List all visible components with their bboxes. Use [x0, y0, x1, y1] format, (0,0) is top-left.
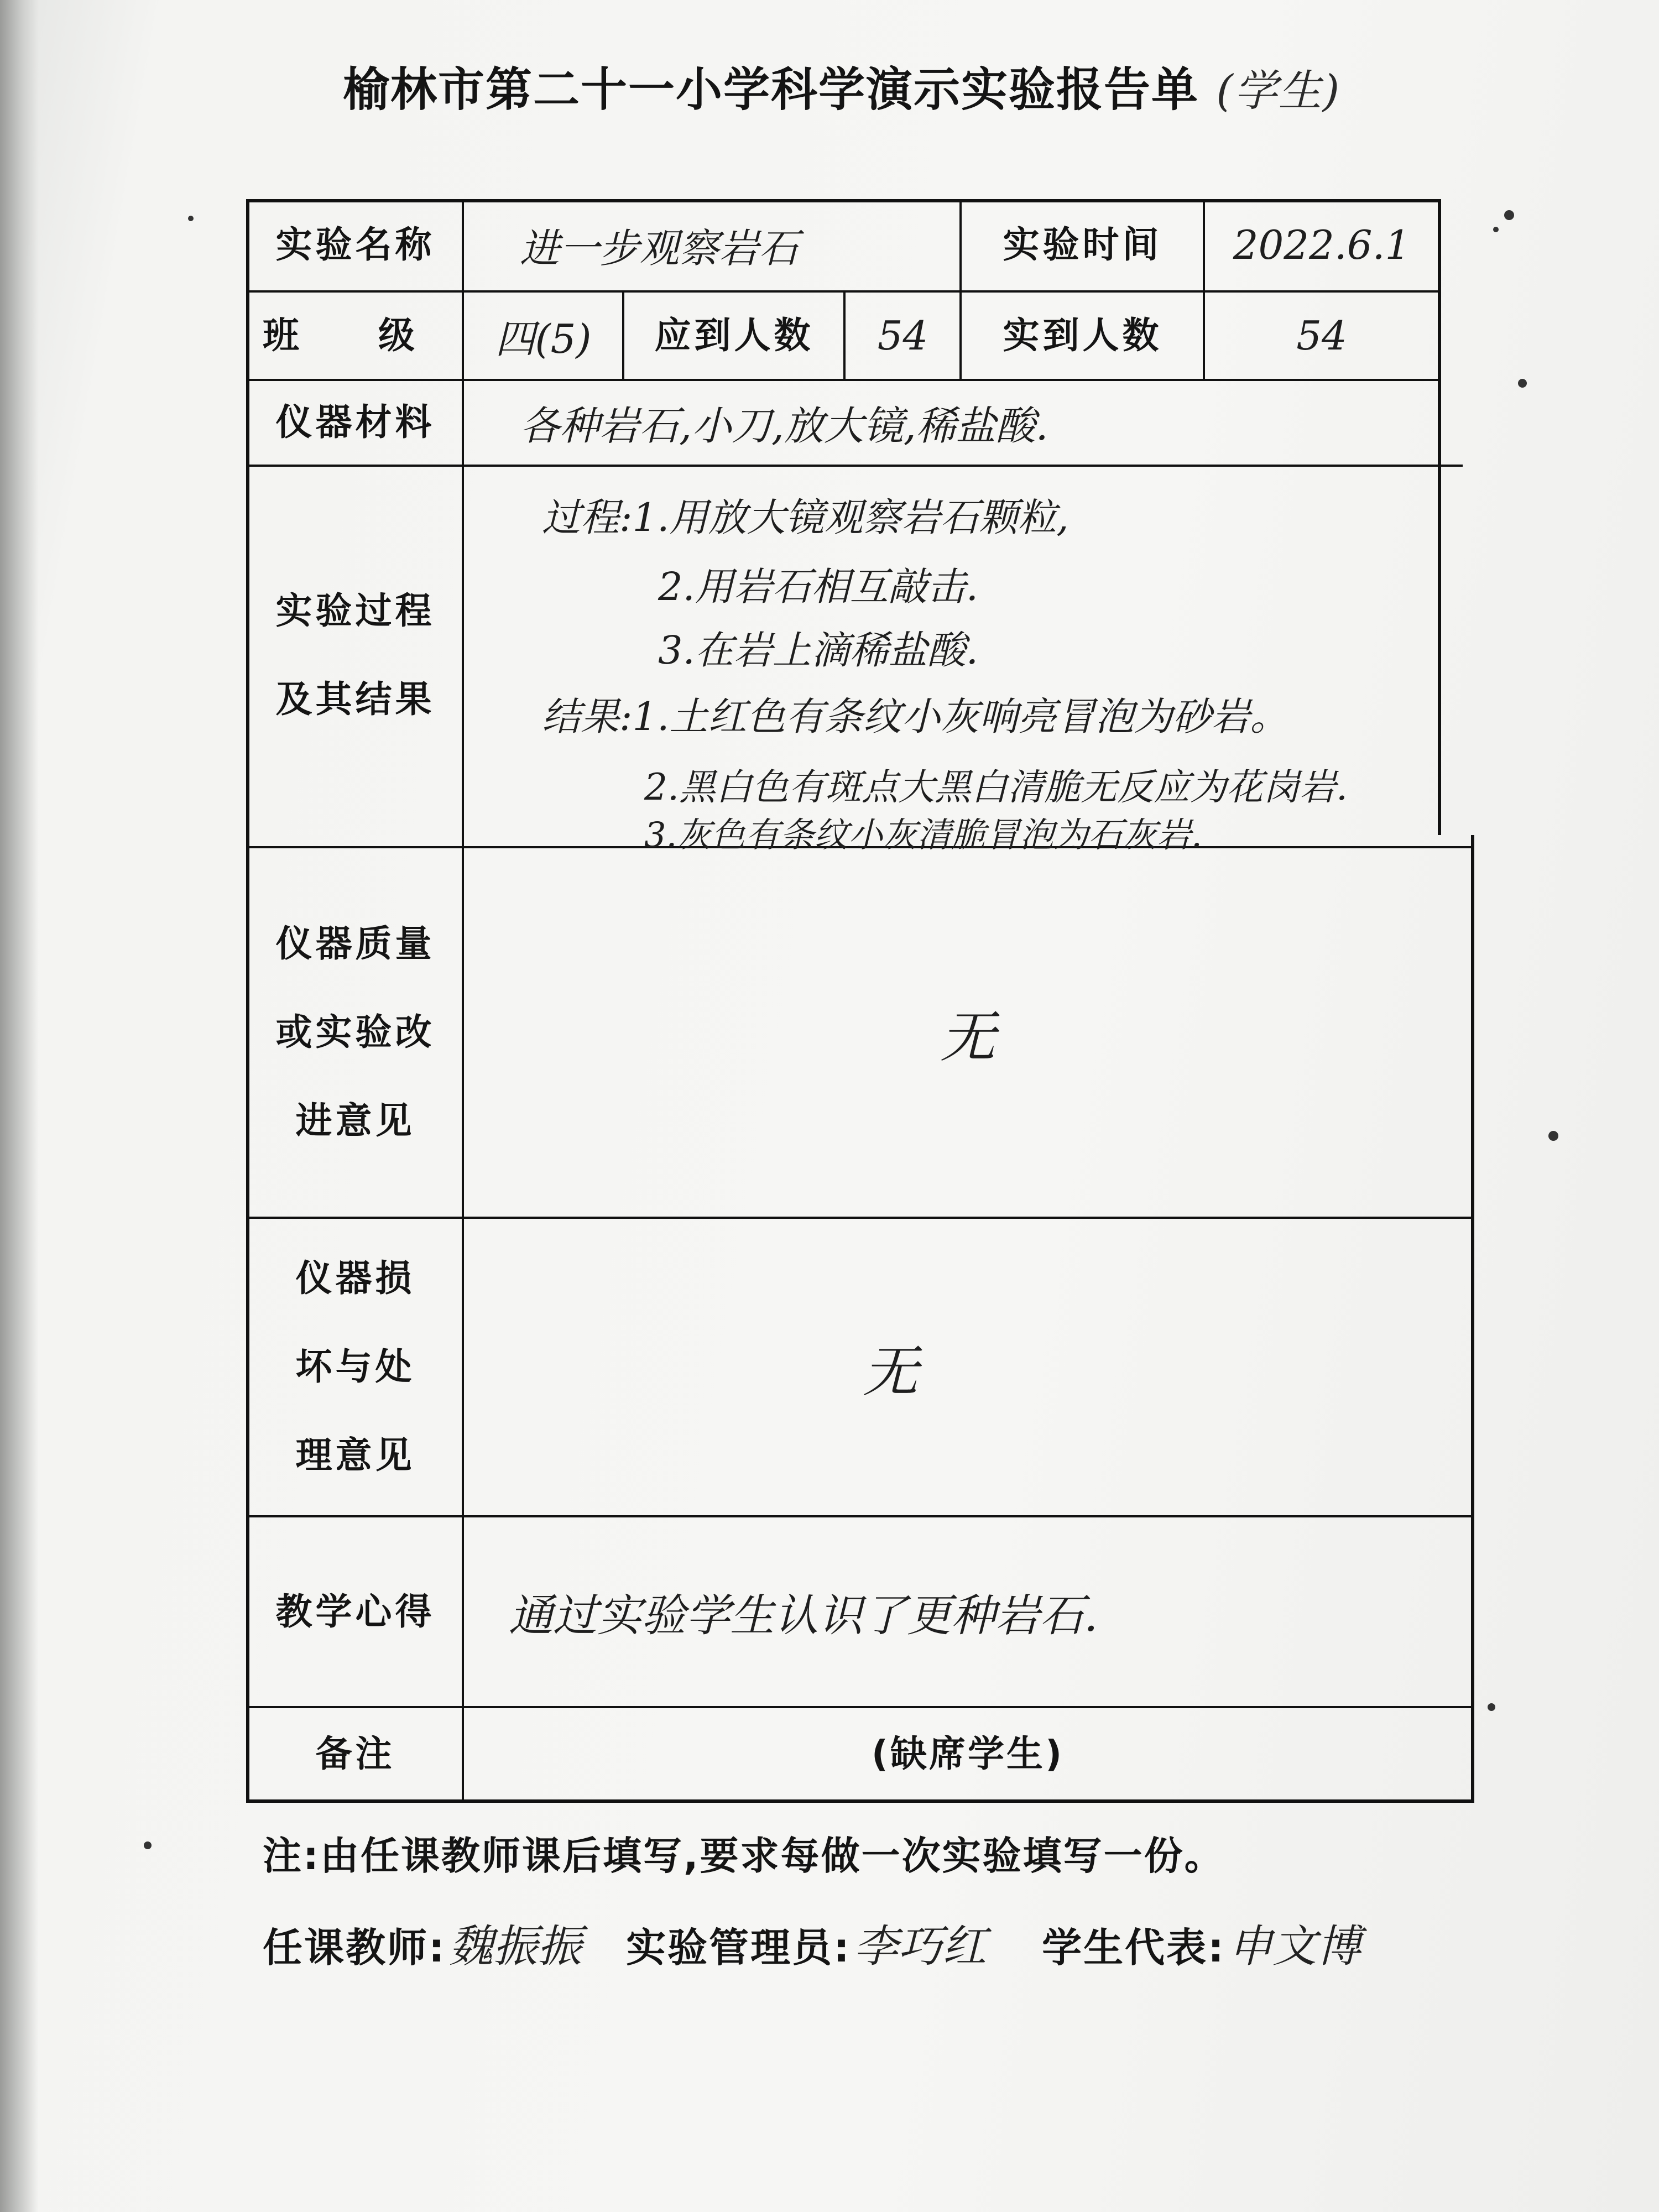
remarks-label: 备注 [315, 1732, 395, 1775]
quality-value: 无 [940, 1005, 995, 1070]
time-label-left-line [959, 199, 962, 379]
materials-value: 各种岩石,小刀,放大镜,稀盐酸. [520, 403, 1048, 449]
quality-label-line-2: 或实验改 [275, 1011, 435, 1053]
expected-count-value: 54 [877, 312, 928, 359]
scan-speck [1488, 1703, 1495, 1711]
admin-signature: 李巧红 [853, 1921, 987, 1972]
expected-count-label: 应到人数 [654, 314, 814, 357]
process-line-1: 过程:1.用放大镜观察岩石颗粒, [542, 495, 1069, 540]
process-label-line-1: 实验过程 [275, 589, 435, 632]
scan-speck [1518, 379, 1527, 388]
class-label: 班 级 [263, 314, 448, 357]
process-line-2: 2.用岩石相互敲击. [658, 564, 979, 609]
teacher-signature: 魏振振 [448, 1921, 582, 1972]
table-border-right-lower [1471, 835, 1474, 1803]
scan-speck [1493, 227, 1499, 232]
student-rep-label: 学生代表: [1042, 1924, 1225, 1971]
page-edge-shadow [0, 0, 39, 2212]
page-title [343, 53, 1394, 130]
remarks-value: (缺席学生) [871, 1732, 1065, 1775]
quality-label [249, 848, 462, 1217]
scan-speck [1504, 210, 1514, 220]
class-value-right-line [622, 290, 624, 379]
admin-label: 实验管理员: [626, 1924, 851, 1971]
actual-count-value: 54 [1296, 312, 1347, 359]
damage-label [249, 1219, 462, 1515]
table-border-bottom [246, 1799, 1474, 1803]
title-suffix: (学生) [1216, 66, 1341, 116]
scan-speck [1548, 1131, 1558, 1141]
expected-value-left-line [843, 290, 846, 379]
damage-label-line-1: 仪器损 [295, 1257, 415, 1300]
scan-speck [144, 1841, 152, 1849]
result-line-2: 2.黑白色有斑点大黑白清脆无反应为花岗岩. [644, 766, 1348, 808]
process-line-3: 3.在岩上滴稀盐酸. [658, 628, 979, 673]
damage-label-line-2: 坏与处 [295, 1345, 415, 1388]
title-text: 榆林市第二十一小学科学演示实验报告单 [343, 62, 1199, 117]
experiment-time-value: 2022.6.1 [1233, 221, 1411, 268]
report-form-table [238, 199, 1482, 1803]
actual-count-label: 实到人数 [1003, 314, 1162, 357]
class-value: 四(5) [495, 315, 592, 362]
label-column-line [462, 199, 464, 1803]
footer-note: 注:由任课教师课后填写,要求每做一次实验填写一份。 [263, 1833, 1225, 1879]
table-border-right-upper [1438, 199, 1441, 835]
process-label-line-2: 及其结果 [275, 678, 435, 721]
result-line-1: 结果:1.土红色有条纹小灰响亮冒泡为砂岩。 [542, 694, 1289, 739]
process-label [249, 465, 462, 846]
student-rep-signature: 申文博 [1228, 1921, 1361, 1972]
signature-row [263, 1911, 1535, 1977]
experiment-name-value: 进一步观察岩石 [520, 225, 799, 272]
quality-label-line-3: 进意见 [295, 1099, 415, 1142]
teaching-value: 通过实验学生认识了更种岩石. [509, 1590, 1098, 1641]
experiment-name-label: 实验名称 [275, 223, 435, 266]
teacher-label: 任课教师: [263, 1924, 446, 1971]
time-value-left-line [1203, 199, 1205, 379]
materials-label: 仪器材料 [275, 401, 435, 444]
quality-label-line-1: 仪器质量 [275, 922, 435, 965]
scan-speck [188, 216, 194, 221]
damage-value: 无 [863, 1339, 918, 1404]
experiment-time-label: 实验时间 [1003, 223, 1162, 266]
result-line-3: 3.灰色有条纹小灰清脆冒泡为石灰岩. [644, 815, 1202, 855]
damage-label-line-3: 理意见 [295, 1434, 415, 1477]
teaching-label: 教学心得 [275, 1590, 435, 1633]
